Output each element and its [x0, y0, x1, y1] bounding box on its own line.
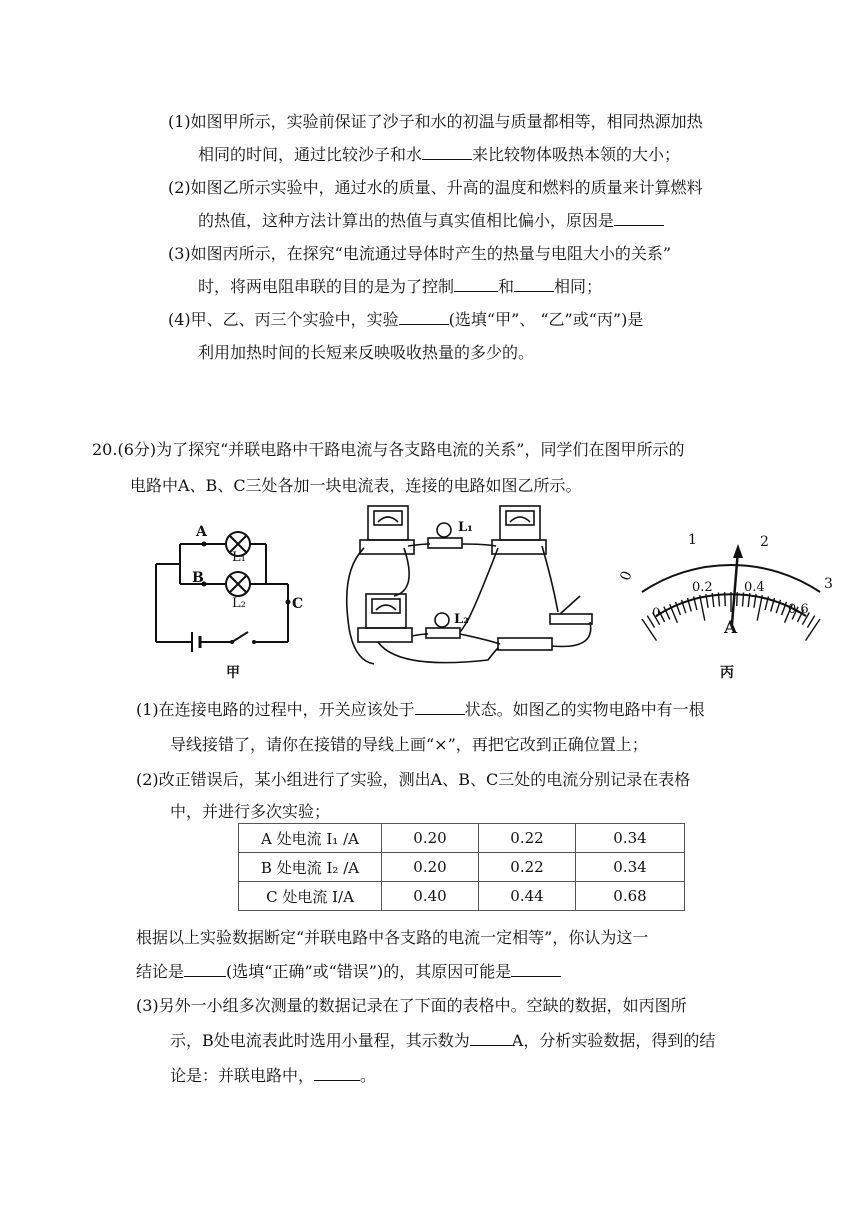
bing-bottom-label-04: 0.4 [744, 580, 765, 595]
answer-blank[interactable] [184, 962, 226, 977]
q-prev-4-prefix: (4)甲、乙、丙三个实验中，实验 [168, 310, 399, 329]
q20-sub3-text-a: 示，B处电流表此时选用小量程，其示数为 [170, 1031, 470, 1050]
answer-blank[interactable] [314, 1066, 360, 1081]
q20-sub1-line2: 导线接错了，请你在接错的导线上画“×”，再把它改到正确位置上； [170, 735, 648, 754]
jia-label-l2: L₂ [232, 596, 246, 611]
q-prev-3-after: 相同； [554, 277, 603, 296]
q-prev-3-mid: 和 [498, 277, 515, 296]
q20-stem-line2: 电路中A、B、C三处各加一块电流表，连接的电路如图乙所示。 [130, 476, 582, 495]
q20-sub3-text-b: A，分析实验数据，得到的结 [511, 1031, 716, 1050]
q-prev-3-line2 [198, 277, 602, 297]
q20-after-table-line2 [136, 962, 561, 982]
table-cell: 0.34 [576, 824, 685, 853]
table-cell: 0.40 [382, 882, 479, 911]
table-cell: 0.22 [479, 853, 576, 882]
dial-tick [737, 592, 738, 606]
answer-blank[interactable] [415, 700, 465, 715]
table-cell: 0.22 [479, 824, 576, 853]
q-prev-4-line1 [168, 310, 643, 330]
q20-after-table-line1: 根据以上实验数据断定“并联电路中各支路的电流一定相等”，你认为这一 [136, 928, 649, 947]
q-prev-1-cont: 相同的时间，通过比较沙子和水 [198, 145, 423, 164]
table-cell: 0.68 [576, 882, 685, 911]
bing-top-label-0: 0 [617, 569, 636, 583]
jia-label-l1: L₁ [232, 550, 246, 565]
q-prev-2-line2 [198, 211, 664, 231]
figure-bing-caption: 丙 [720, 665, 734, 681]
q20-sub3-text-c: 论是：并联电路中， [170, 1066, 315, 1085]
q20-sub3-text-d: 。 [360, 1066, 377, 1085]
table-cell: 0.20 [382, 824, 479, 853]
q20-sub1-line1 [136, 700, 705, 720]
answer-blank[interactable] [422, 145, 472, 160]
yi-label-l2: L₂ [454, 612, 469, 627]
dial-tick [700, 595, 705, 621]
q20-after-table-text-a: 结论是 [136, 962, 185, 981]
current-data-table [238, 823, 685, 911]
bing-bottom-label-0: 0 [652, 606, 661, 621]
bing-top-label-3: 3 [824, 576, 833, 592]
bing-unit-label: A [724, 618, 738, 638]
q-prev-4-line2: 利用加热时间的长短来反映吸收热量的多少的。 [198, 343, 535, 362]
table-row-label: B 处电流 I₂ /A [239, 853, 382, 882]
q20-after-table-text-b: (选填“正确”或“错误”)的，其原因可能是 [226, 962, 512, 981]
figure-jia-circuit [148, 516, 308, 682]
q20-sub3-line1: (3)另外一小组多次测量的数据记录在了下面的表格中。空缺的数据，如丙图所 [136, 996, 687, 1015]
q-prev-1-line2 [198, 145, 680, 165]
table-row-label: C 处电流 I/A [239, 882, 382, 911]
q-prev-2-line1: (2)如图乙所示实验中，通过水的质量、升高的温度和燃料的质量来计算燃料 [168, 178, 703, 197]
q20-sub3-line3 [170, 1066, 376, 1086]
answer-blank[interactable] [454, 277, 498, 292]
answer-blank[interactable] [514, 277, 554, 292]
answer-blank[interactable] [614, 211, 664, 226]
answer-blank[interactable] [511, 962, 561, 977]
dial-tick [757, 595, 762, 621]
q-prev-2-cont: 的热值，这种方法计算出的热值与真实值相比偏小，原因是 [198, 211, 615, 230]
q20-sub2-line1: (2)改正错误后，某小组进行了实验，测出A、B、C三处的电流分别记录在表格 [136, 770, 691, 789]
dial-tick [806, 619, 821, 641]
q-prev-1-after: 来比较物体吸热本领的大小； [472, 145, 681, 164]
q20-stem-line1: 20.(6分)为了探究“并联电路中干路电流与各支路电流的关系”，同学们在图甲所示的 [92, 440, 685, 459]
jia-label-a: A [196, 524, 207, 540]
table-cell: 0.20 [382, 853, 479, 882]
q20-sub2-line2: 中，并进行多次实验； [170, 802, 331, 821]
table-row [239, 882, 685, 911]
q20-sub1-text-a: (1)在连接电路的过程中，开关应该处于 [136, 700, 415, 719]
bing-bottom-label-06: 0.6 [788, 602, 809, 617]
table-cell: 0.44 [479, 882, 576, 911]
q-prev-3-line1: (3)如图丙所示，在探究“电流通过导体时产生的热量与电阻大小的关系” [168, 244, 672, 263]
jia-label-b: B [192, 570, 204, 586]
q-prev-3-cont: 时，将两电阻串联的目的是为了控制 [198, 277, 455, 296]
answer-blank[interactable] [399, 310, 449, 325]
bing-top-label-2: 2 [760, 534, 769, 550]
q-prev-4-after: (选填“甲”、 “乙”或“丙”)是 [448, 310, 644, 329]
bing-top-label-1: 1 [688, 532, 697, 548]
q20-sub1-text-b: 状态。如图乙的实物电路中有一根 [464, 700, 705, 719]
q-prev-1-line1: (1)如图甲所示，实验前保证了沙子和水的初温与质量都相等，相同热源加热 [168, 112, 703, 131]
q20-sub3-line2 [170, 1031, 715, 1051]
table-row [239, 853, 685, 882]
figure-jia-caption: 甲 [226, 665, 240, 681]
table-row [239, 824, 685, 853]
bing-bottom-label-02: 0.2 [692, 580, 713, 595]
table-cell: 0.34 [576, 853, 685, 882]
jia-label-c: C [292, 596, 304, 612]
table-row-label: A 处电流 I₁ /A [239, 824, 382, 853]
dial-tick [725, 592, 726, 606]
answer-blank[interactable] [470, 1031, 512, 1046]
yi-label-l1: L₁ [458, 520, 473, 535]
